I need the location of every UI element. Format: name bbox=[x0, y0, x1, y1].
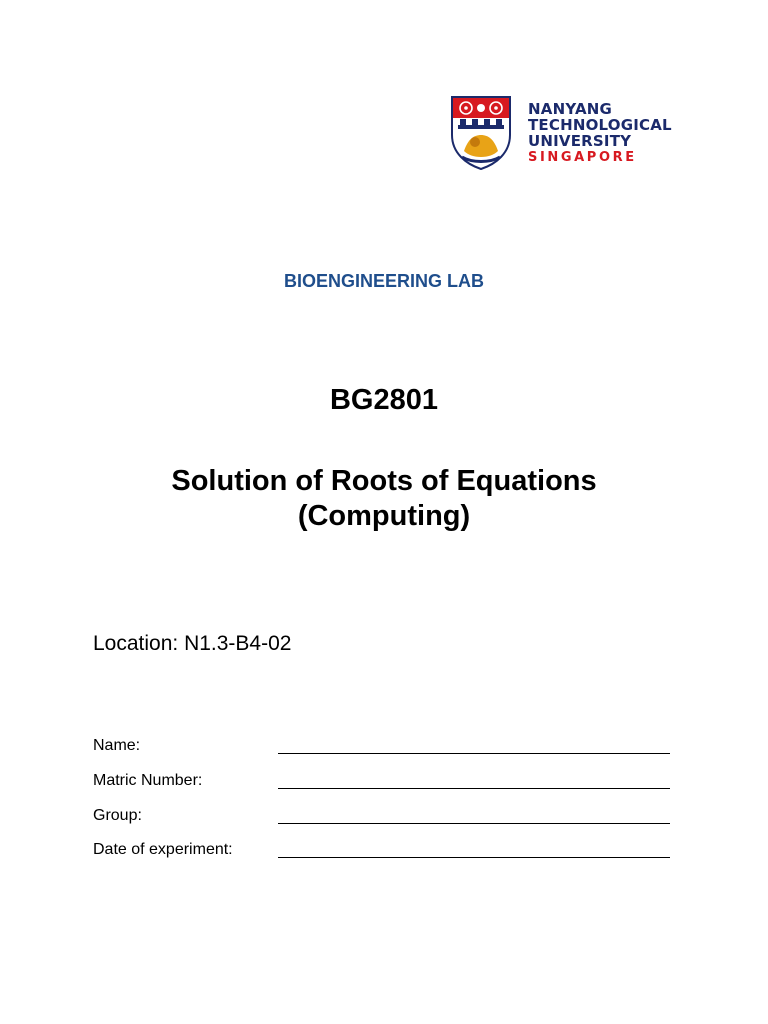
location-text: Location: N1.3-B4-02 bbox=[93, 632, 292, 655]
group-field[interactable] bbox=[93, 807, 673, 829]
field-label: Matric Number: bbox=[93, 772, 203, 789]
fill-in-line[interactable] bbox=[278, 753, 670, 754]
name-field[interactable] bbox=[93, 737, 673, 759]
logo-text-singapore: SINGAPORE bbox=[528, 149, 637, 165]
field-label: Group: bbox=[93, 807, 142, 824]
ntu-logo bbox=[450, 95, 672, 171]
ntu-crest-icon bbox=[450, 95, 512, 171]
title-line: (Computing) bbox=[297, 500, 471, 532]
title-line: Solution of Roots of Equations bbox=[171, 465, 597, 497]
lab-title: BIOENGINEERING LAB bbox=[283, 271, 484, 291]
fill-in-line[interactable] bbox=[278, 788, 670, 789]
logo-text-line: TECHNOLOGICAL bbox=[528, 115, 672, 134]
field-label: Date of experiment: bbox=[93, 841, 233, 858]
fill-in-line[interactable] bbox=[278, 823, 670, 824]
document-title bbox=[0, 464, 768, 534]
fill-in-line[interactable] bbox=[278, 857, 670, 858]
logo-text-line: UNIVERSITY bbox=[528, 131, 632, 150]
matric-number-field[interactable] bbox=[93, 772, 673, 794]
course-code: BG2801 bbox=[329, 384, 438, 416]
date-of-experiment-field[interactable] bbox=[93, 841, 673, 863]
field-label: Name: bbox=[93, 737, 141, 754]
logo-text-line: NANYANG bbox=[528, 99, 613, 118]
